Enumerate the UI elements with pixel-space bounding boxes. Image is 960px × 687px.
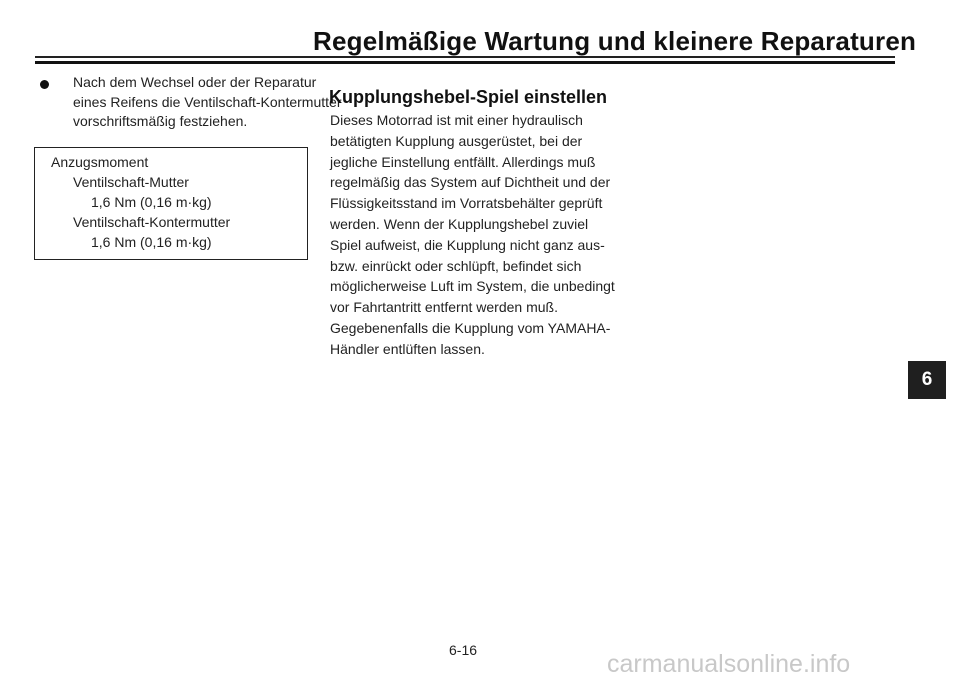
page-number: 6-16 (449, 642, 478, 658)
torque-heading: Anzugsmoment (51, 154, 149, 170)
bullet-note-text: Nach dem Wechsel oder der Reparatur eines Reifens die Ventilschaft-Kontermutter vorschriftsmäßig festziehen. (73, 74, 342, 129)
torque-item-label: Ventilschaft-Kontermutter (73, 214, 231, 230)
torque-item-value: 1,6 Nm (0,16 m·kg) (91, 234, 212, 250)
torque-item-label: Ventilschaft-Mutter (73, 174, 189, 190)
page-title: Regelmäßige Wartung und kleinere Reparaturen (313, 26, 917, 56)
torque-spec-box (34, 147, 308, 260)
bullet-icon (40, 80, 49, 89)
torque-item-value: 1,6 Nm (0,16 m·kg) (91, 194, 212, 210)
header-rule-thick (35, 61, 895, 64)
watermark: carmanualsonline.info (607, 650, 851, 678)
header-rule-thin (35, 56, 895, 58)
section-heading: Kupplungshebel-Spiel einstellen (329, 87, 608, 107)
chapter-tab: 6 (908, 361, 946, 399)
section-body-text: Dieses Motorrad ist mit einer hydraulisch betätigten Kupplung ausgerüstet, bei der jegliche Einstellung entfällt. Allerdings muß regelmäßig das System auf Dichtheit und der Flüssigkeitsstand im Vorratsbehälter geprüft werden. Wenn der Kupplungshebel zuviel Spiel aufweist, die Kupplung nicht ganz aus- bzw. einrückt oder schlüpft, befindet sich möglicherweise Luft im System, die unbedingt vor Fahrtantritt entfernt werden muß. Gegebenenfalls die Kupplung vom YAMAHA-Händler entlüften lassen. (330, 112, 615, 357)
